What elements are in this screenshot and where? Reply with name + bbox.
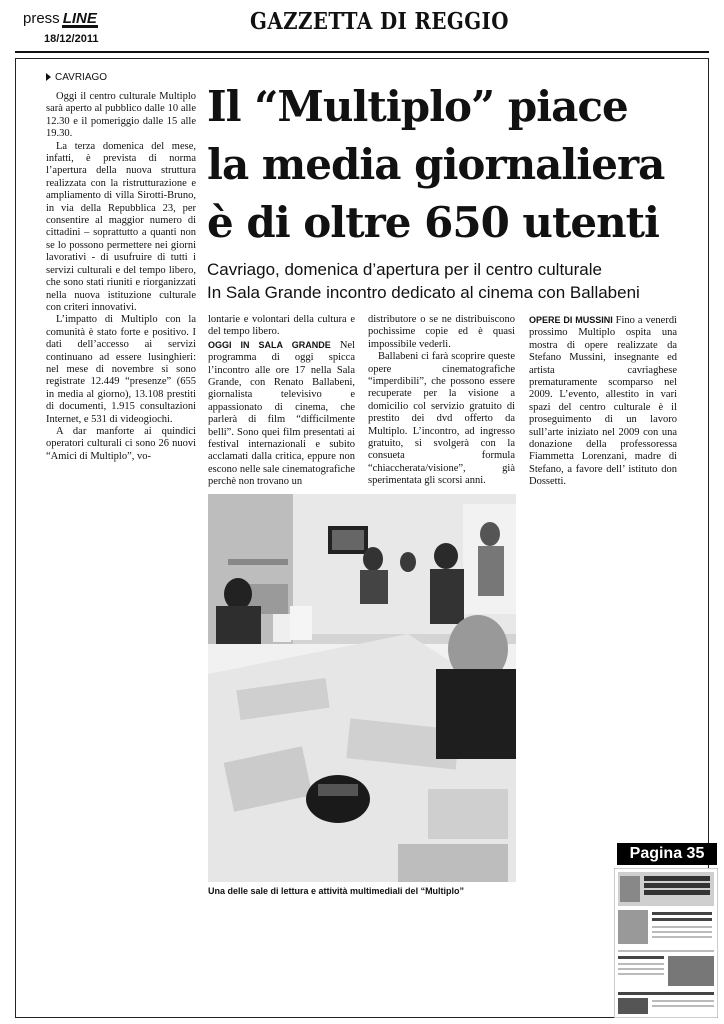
clipping-date: 18/12/2011	[44, 33, 99, 45]
kicker-arrow-icon	[46, 73, 51, 81]
page-thumbnail	[614, 868, 718, 1018]
article-subtitle: Cavriago, domenica d’apertura per il centro culturale In Sala Grande incontro dedicato al cinema con Ballabeni	[207, 260, 640, 302]
newspaper-page-thumbnail-icon	[614, 868, 718, 1018]
pressline-logo: press LINE	[23, 10, 97, 27]
section-lead-sala-grande: OGGI IN SALA GRANDE	[208, 339, 331, 350]
page-number-badge: Pagina 35	[617, 843, 717, 865]
article-photo	[208, 494, 516, 882]
header-rule	[15, 51, 709, 53]
article-headline: Il “Multiplo” piace la media giornaliera è di oltre 650 utenti	[207, 82, 665, 247]
section-lead-mussini: OPERE DI MUSSINI	[529, 315, 613, 325]
newspaper-name: GAZZETTA DI REGGIO	[250, 8, 509, 35]
article-column-2: lontarie e volontari della cultura e del tempo libero. OGGI IN SALA GRANDE Nel programma di oggi spicca l’incontro alle ore 17 nella Sala Grande, con Renato Ballabeni, giornalista televisivo e appassionato di cinema, che parlerà di film “difficilmente belli”. Sono quei film presentati ai festival internazionali e subito acclamati dalla critica, eppure non escono nelle sale cinematografiche perchè non trovano un	[208, 314, 356, 488]
reading-room-photo-icon	[208, 494, 516, 882]
article-kicker: CAVRIAGO	[46, 72, 107, 83]
article-column-3: distributore o se ne distribuiscono pochissime copie ed è quasi impossibile vederli. Ballabeni ci farà scoprire queste opere cinematografiche “imperdibili”, che possono essere recuperate per la visione a domicilio col servizio gratuito di prestito dei dvd offerto da Multiplo. L’incontro, ad ingresso gratuito, si svolgerà con la consueta formula “chiaccherata/visione”, già sperimentata gli scorsi anni.	[368, 314, 515, 487]
photo-caption: Una delle sale di lettura e attività multimediali del “Multiplo”	[208, 886, 465, 896]
article-column-4: OPERE DI MUSSINI Fino a venerdì prossimo Multiplo ospita una mostra di opere realizzate da Stefano Mussini, insegnante ed artista cavriaghese prematuramente scomparso nel 2009. L’evento, allestito in vari spazi del centro culturale è il proseguimento di un lavoro sull’arte iniziato nel 2009 con una donazione della professoressa Fiammetta Lorenzani, madre di Stefano, a favore dell’ istituto don Dossetti.	[529, 315, 678, 488]
article-column-1: Oggi il centro culturale Multiplo sarà aperto al pubblico dalle 10 alle 12.30 e il pomeriggio dalle 15 alle 19.30. La terza domenica del mese, infatti, è prevista di norma l’apertura della nuova struttura realizzata con la ristrutturazione e ampliamento di villa Sirotti-Bruno, in via della Repubblica 23, per consentire al maggior numero di cittadini – soprattutto a quanti non se lo possono permettere nei giorni lavorativi - di usufruire di tutti i servizi culturali e del tempo libero, che sono stati riuniti e riorganizzati nella nuova istituzione culturale con criteri innovativi. L’impatto di Multiplo con la comunità è stato forte e positivo. I dati dell’accesso ai servizi continuano ad essere lusinghieri: nel mese di novembre si sono registrate 12.449 “presenze” (655 in media al giorno), 13.108 prestiti di documenti, 1.915 consultazioni Internet, e 531 di videogiochi. A dar manforte ai quindici operatori culturali ci sono 26 nuovi “Amici di Multiplo”, vo-	[46, 91, 196, 462]
clipping-header	[0, 0, 724, 50]
